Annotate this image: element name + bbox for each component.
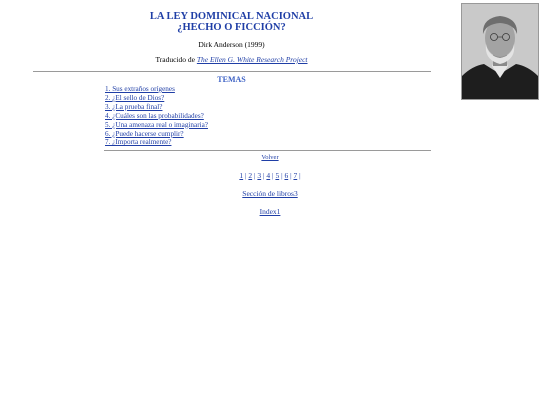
- divider-top: [33, 71, 431, 72]
- divider-bottom: [104, 150, 431, 151]
- translated-line: [0, 55, 463, 64]
- topic-item: [105, 85, 208, 94]
- temas-heading: TEMAS: [217, 75, 246, 84]
- page-link-1[interactable]: 1: [239, 171, 244, 180]
- author-line: Dirk Anderson (1999): [198, 40, 265, 49]
- topic-link-5[interactable]: 5. ¿Una amenaza real o imaginaria?: [105, 120, 208, 129]
- volver-link[interactable]: Volver: [261, 154, 279, 161]
- topic-link-6[interactable]: 6. ¿Puede hacerse cumplir?: [105, 129, 184, 138]
- topic-link-4[interactable]: 4. ¿Cuáles son las probabilidades?: [105, 111, 204, 120]
- index-link[interactable]: Index1: [259, 207, 281, 216]
- portrait-photo-icon: [462, 4, 538, 99]
- topics-list: [105, 85, 208, 147]
- topic-item: [105, 121, 208, 130]
- source-project-link[interactable]: The Ellen G. White Research Project: [196, 55, 308, 64]
- separator: |: [270, 171, 276, 180]
- separator: |: [297, 171, 301, 180]
- page-link-7[interactable]: 7: [293, 171, 298, 180]
- topic-item: [105, 112, 208, 121]
- separator: |: [243, 171, 249, 180]
- separator: |: [252, 171, 258, 180]
- page-link-5[interactable]: 5: [275, 171, 280, 180]
- topic-item: [105, 103, 208, 112]
- page-title-line2: ¿HECHO O FICCIÓN?: [177, 22, 286, 33]
- volver-row: [0, 154, 540, 161]
- topic-link-2[interactable]: 2. ¿El sello de Dios?: [105, 93, 165, 102]
- separator: |: [288, 171, 294, 180]
- topic-link-1[interactable]: 1. Sus extraños orígenes: [105, 85, 175, 93]
- page-title-line1: LA LEY DOMINICAL NACIONAL: [149, 11, 314, 22]
- seccion-libros-link[interactable]: Sección de libros3: [242, 189, 298, 198]
- page-link-4[interactable]: 4: [266, 171, 271, 180]
- page-link-3[interactable]: 3: [257, 171, 262, 180]
- separator: |: [279, 171, 285, 180]
- page-link-6[interactable]: 6: [284, 171, 289, 180]
- author-portrait-image: [461, 3, 539, 100]
- separator: |: [261, 171, 267, 180]
- translated-prefix: Traducido de: [155, 55, 197, 64]
- seccion-row: [0, 189, 540, 198]
- topic-item: [105, 130, 208, 139]
- page-number-nav: [0, 171, 540, 180]
- topic-link-7[interactable]: 7. ¿Importa realmente?: [105, 138, 172, 147]
- topic-item: [105, 94, 208, 103]
- index-row: [0, 207, 540, 216]
- topic-link-3[interactable]: 3. ¿La prueba final?: [105, 102, 163, 111]
- topic-item: [105, 138, 208, 147]
- page-link-2[interactable]: 2: [248, 171, 253, 180]
